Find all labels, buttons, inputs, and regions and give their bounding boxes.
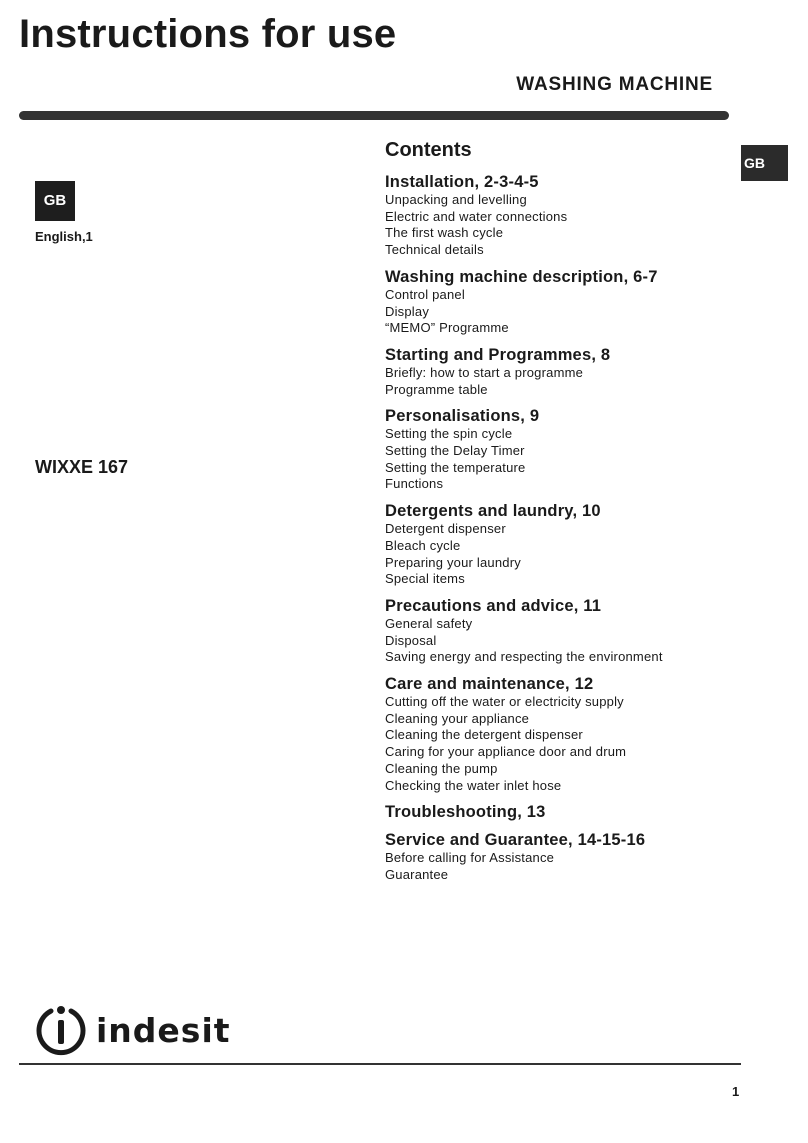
contents-heading: Contents [385, 139, 472, 161]
page-number: 1 [732, 1084, 740, 1099]
section-item: Unpacking and levelling [385, 192, 527, 207]
section-title: Service and Guarantee, 14-15-16 [385, 831, 646, 850]
section-item: Special items [385, 571, 465, 587]
section-item: Setting the temperature [385, 459, 526, 475]
section-item: Cutting off the water or electricity supply [385, 694, 624, 710]
section-title: Personalisations, 9 [385, 407, 540, 426]
section-item: Saving energy and respecting the environment [385, 649, 663, 665]
contents-section [385, 596, 735, 666]
language-label: English,1 [35, 229, 93, 244]
section-title: Detergents and laundry, 10 [385, 502, 601, 521]
contents-section [385, 267, 735, 337]
product-type: WASHING MACHINE [516, 74, 713, 95]
footer-divider [19, 1063, 741, 1065]
contents-section [385, 172, 735, 259]
section-item: Display [385, 303, 430, 319]
section-item: Detergent dispenser [385, 521, 506, 537]
section-item: The first wash cycle [385, 225, 504, 241]
section-item: Programme table [385, 381, 488, 397]
section-item: “MEMO” Programme [385, 320, 509, 336]
section-item: Guarantee [385, 866, 449, 882]
section-item: Cleaning your appliance [385, 710, 530, 726]
section-item: General safety [385, 615, 473, 631]
contents-section [385, 501, 735, 588]
model-number: WIXXE 167 [35, 457, 129, 477]
section-item: Disposal [385, 632, 437, 648]
contents-section [385, 406, 735, 493]
section-item: Functions [385, 476, 444, 492]
section-title: Starting and Programmes, 8 [385, 345, 611, 364]
section-item: Setting the spin cycle [385, 426, 513, 442]
contents-list [385, 138, 735, 892]
contents-section [385, 830, 735, 883]
language-badge: GB [35, 181, 75, 221]
language-side-tab: GB [741, 145, 788, 181]
contents-section [385, 345, 735, 398]
section-title: Installation, 2-3-4-5 [385, 173, 539, 191]
section-item: Checking the water inlet hose [385, 777, 562, 793]
section-item: Cleaning the pump [385, 760, 498, 776]
section-title: Care and maintenance, 12 [385, 675, 594, 694]
section-item: Electric and water connections [385, 208, 568, 224]
section-item: Cleaning the detergent dispenser [385, 727, 583, 743]
section-title: Precautions and advice, 11 [385, 596, 602, 615]
section-item: Setting the Delay Timer [385, 443, 525, 459]
section-item: Briefly: how to start a programme [385, 364, 584, 380]
section-item: Preparing your laundry [385, 554, 521, 570]
brand-name: indesit [96, 1010, 231, 1050]
section-item: Caring for your appliance door and drum [385, 744, 627, 760]
section-item: Technical details [385, 242, 484, 258]
contents-sections [385, 172, 735, 884]
section-item: Bleach cycle [385, 537, 461, 553]
header-divider [19, 111, 729, 120]
brand-logo [34, 1004, 231, 1056]
contents-section [385, 802, 735, 822]
section-item: Before calling for Assistance [385, 850, 555, 866]
indesit-logo-icon [34, 1003, 88, 1057]
section-item: Control panel [385, 286, 465, 302]
page-title: Instructions for use [19, 12, 397, 56]
contents-section [385, 674, 735, 794]
section-title: Troubleshooting, 13 [385, 803, 546, 822]
section-title: Washing machine description, 6-7 [385, 267, 658, 286]
